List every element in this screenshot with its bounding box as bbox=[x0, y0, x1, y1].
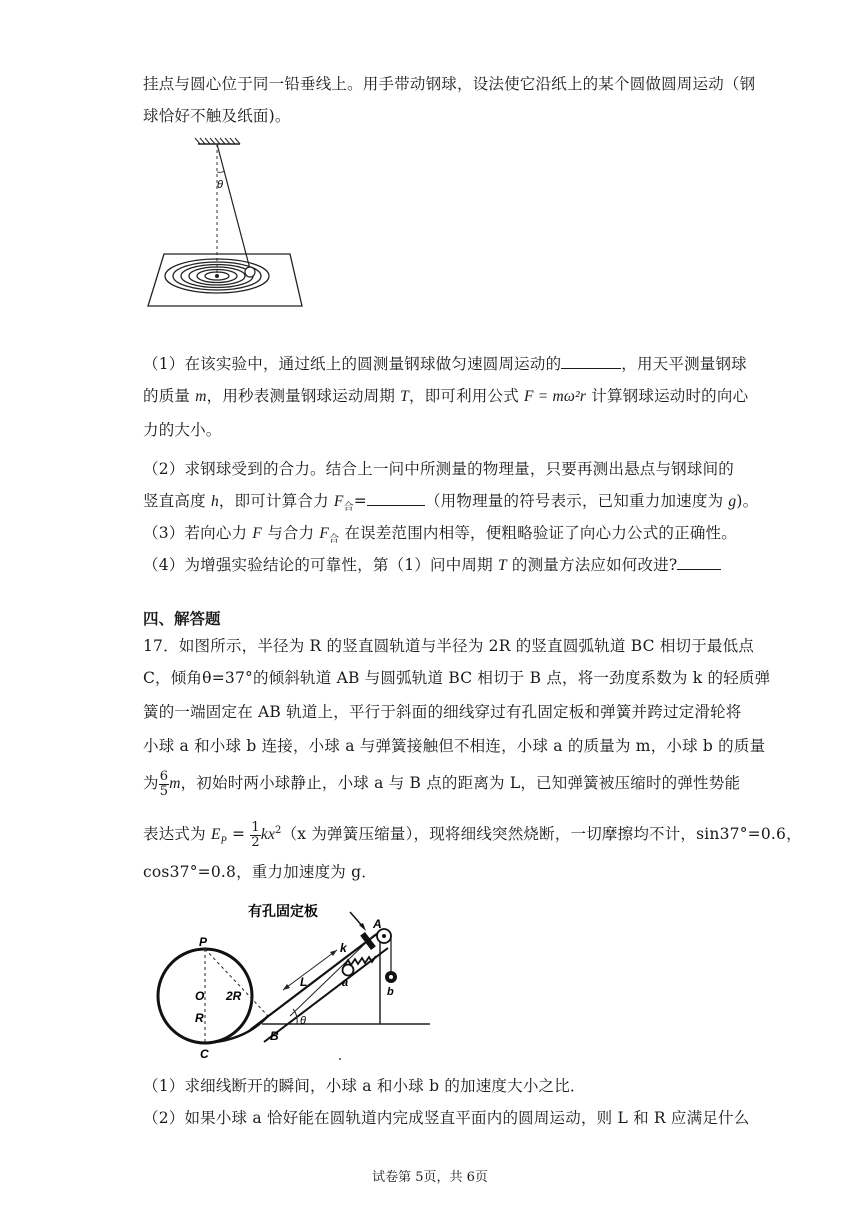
answer-blank[interactable] bbox=[677, 555, 721, 570]
answer-blank[interactable] bbox=[561, 354, 621, 369]
problem-line: 簧的一端固定在 AB 轨道上，平行于斜面的细线穿过有孔固定板和弹簧并跨过定滑轮将 bbox=[143, 703, 742, 721]
label-C: C bbox=[200, 1047, 209, 1061]
problem-line: 表达式为 $E_P$ = $\frac{1}{2}$ $kx^2(x$ 为弹簧压缩量），现将细线突然烧断，一切摩擦均不计，sin37°=0.6， bbox=[143, 819, 802, 850]
pendulum-figure bbox=[140, 136, 310, 311]
subquestion-line: （1）求细线断开的瞬间，小球 a 和小球 b 的加速度大小之比． bbox=[143, 1077, 586, 1095]
subquestion-line: （2）如果小球 a 恰好能在圆轨道内完成竖直平面内的圆周运动，则 L 和 R 应满足什么 bbox=[143, 1109, 750, 1127]
label-b: b bbox=[387, 986, 394, 998]
answer-blank[interactable] bbox=[367, 491, 425, 506]
steel-ball bbox=[245, 267, 255, 277]
problem-line: 为 $\frac{6}{5}$ m，初始时两小球静止，小球 a 与 B 点的距离为 L，已知弹簧被压缩时的弹性势能 bbox=[143, 768, 741, 799]
label-L: L bbox=[300, 975, 308, 989]
label-a: a bbox=[342, 977, 349, 989]
label-R: R bbox=[195, 1011, 204, 1025]
problem-line: C，倾角θ=37°的倾斜轨道 AB 与圆弧轨道 BC 相切于 B 点，将一劲度系数为 k 的轻质弹 bbox=[143, 669, 771, 687]
text-line: 挂点与圆心位于同一铅垂线上。用手带动钢球，设法使它沿纸上的某个圆做圆周运动（钢 bbox=[143, 75, 756, 93]
fraction: $\frac{6}{5}$ bbox=[159, 768, 169, 799]
q4-line: （4）为增强实验结论的可靠性，第（1）问中周期 T 的测量方法应如何改进? bbox=[143, 555, 721, 576]
label-O: O bbox=[195, 989, 205, 1003]
label-A: A bbox=[373, 917, 382, 931]
q1-line: 的质量 m，用秒表测量钢球运动周期 T，即可利用公式 F = mω²r 计算钢球运动时的向心 bbox=[143, 387, 749, 405]
q2-line: 竖直高度 h，即可计算合力 $F_合=$ （用物理量的符号表示，已知重力加速度为 g)。 bbox=[143, 492, 759, 514]
label-2R: 2R bbox=[226, 989, 242, 1003]
track-figure bbox=[150, 896, 610, 1071]
page-footer: 试卷第 5页，共 6页 bbox=[372, 1170, 488, 1185]
label-theta: θ bbox=[300, 1015, 306, 1027]
text-line: 球恰好不触及纸面)。 bbox=[143, 107, 291, 125]
ball-a bbox=[343, 965, 354, 976]
q3-line: （3）若向心力 F 与合力 $F_合$ 在误差范围内相等，便粗略验证了向心力公式的正确性。 bbox=[143, 524, 737, 546]
q2-line: （2）求钢球受到的合力。结合上一问中所测量的物理量，只要再测出悬点与钢球间的 bbox=[143, 460, 734, 478]
section-heading: 四、解答题 bbox=[143, 610, 221, 628]
label-B: B bbox=[270, 1029, 279, 1043]
q1-line: （1）在该实验中，通过纸上的圆测量钢球做匀速圆周运动的 ，用天平测量钢球 bbox=[143, 355, 747, 373]
label-P: P bbox=[199, 935, 208, 949]
problem-line: 小球 a 和小球 b 连接，小球 a 与弹簧接触但不相连，小球 a 的质量为 m，小球 b 的质量 bbox=[143, 737, 766, 755]
plate-label: 有孔固定板 bbox=[248, 903, 318, 919]
problem-line: 17．如图所示，半径为 R 的竖直圆轨道与半径为 2R 的竖直圆弧轨道 BC 相切于最低点 bbox=[143, 637, 755, 655]
problem-line: cos37°=0.8，重力加速度为 g． bbox=[143, 863, 377, 881]
theta-label: θ bbox=[217, 179, 223, 191]
fraction: $\frac{1}{2}$ bbox=[251, 819, 260, 850]
q1-line: 力的大小。 bbox=[143, 421, 222, 439]
label-k: k bbox=[340, 941, 347, 955]
